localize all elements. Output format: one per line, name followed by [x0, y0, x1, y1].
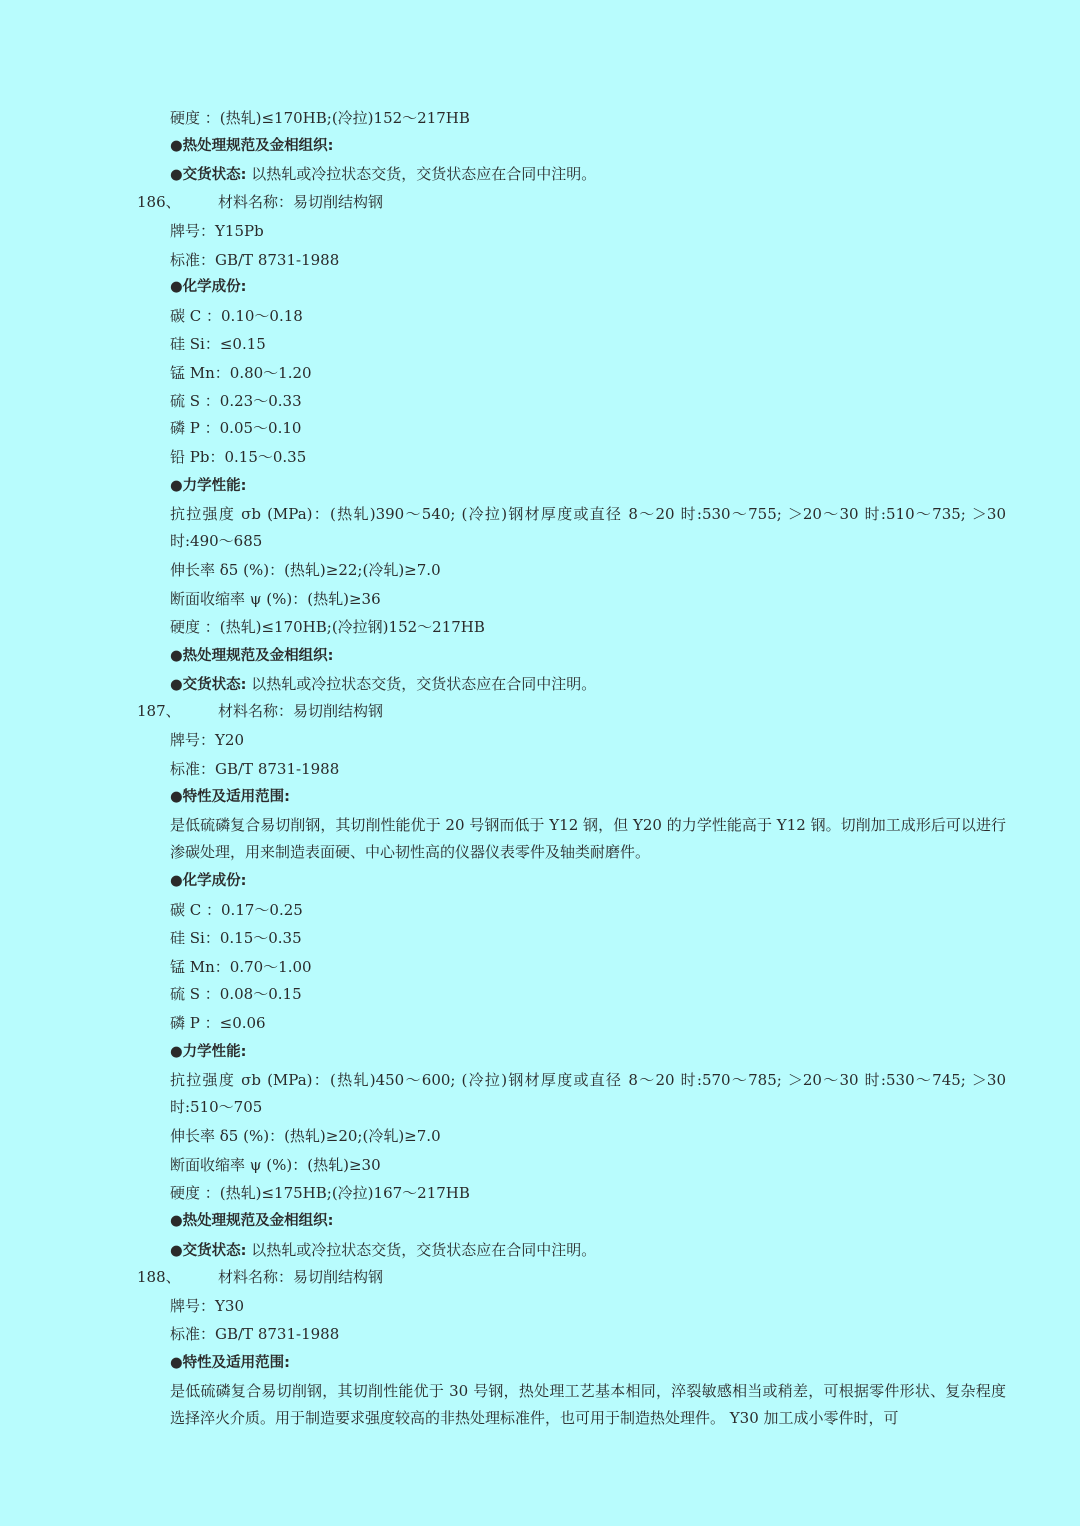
delivery-text: 以热轧或冷拉状态交货，交货状态应在合同中注明。 — [251, 675, 597, 693]
mechanical-heading: ●力学性能: — [170, 1044, 247, 1060]
tensile-strength: 抗拉强度 σb (MPa)：(热轧)450～600; (冷拉)钢材厚度或直径 8～20 时:570～785; ＞20～30 时:530～745; ＞30 时:510～705 — [170, 1071, 1006, 1116]
heat-treatment-heading: ●热处理规范及金相组织: — [170, 138, 334, 154]
usage-heading: ●特性及适用范围: — [170, 1355, 290, 1371]
mechanical-heading: ●力学性能: — [170, 478, 247, 494]
usage-text: 是低硫磷复合易切削钢，其切削性能优于 30 号钢，热处理工艺基本相同，淬裂敏感相当或稍差，可根据零件形状、复杂程度选择淬火介质。用于制造要求强度较高的非热处理标准件，也可用于制造热处理件。 Y30 加工成小零件时，可 — [170, 1382, 1006, 1427]
area-reduction: 断面收缩率 ψ (%)：(热轧)≥36 — [170, 590, 381, 608]
chem-silicon: 硅 Si：≤0.15 — [170, 335, 266, 353]
delivery-heading: ●交货状态: — [170, 1243, 247, 1259]
delivery-line — [170, 164, 596, 185]
delivery-text: 以热轧或冷拉状态交货，交货状态应在合同中注明。 — [251, 1241, 597, 1259]
hardness-line: 硬度 ：(热轧)≤170HB;(冷拉)152～217HB — [170, 109, 470, 127]
hardness-line: 硬度 ：(热轧)≤175HB;(冷拉)167～217HB — [170, 1184, 470, 1202]
chem-carbon: 碳 C ：0.10～0.18 — [170, 307, 303, 325]
chemical-heading: ●化学成份: — [170, 873, 247, 889]
delivery-heading: ●交货状态: — [170, 167, 247, 183]
area-reduction: 断面收缩率 ψ (%)：(热轧)≥30 — [170, 1156, 381, 1174]
usage-heading: ●特性及适用范围: — [170, 789, 290, 805]
elongation: 伸长率 δ5 (%)：(热轧)≥22;(冷轧)≥7.0 — [170, 561, 441, 579]
delivery-text: 以热轧或冷拉状态交货，交货状态应在合同中注明。 — [251, 165, 597, 183]
chem-phosphorus: 磷 P ：0.05～0.10 — [170, 419, 302, 437]
grade-line: 牌号：Y15Pb — [170, 222, 264, 240]
heat-treatment-heading: ●热处理规范及金相组织: — [170, 648, 334, 664]
chem-manganese: 锰 Mn：0.70～1.00 — [170, 958, 312, 976]
chem-silicon: 硅 Si：0.15～0.35 — [170, 929, 302, 947]
grade-line: 牌号：Y20 — [170, 731, 244, 749]
chem-sulfur: 硫 S ：0.08～0.15 — [170, 985, 302, 1003]
standard-line: 标准：GB/T 8731-1988 — [170, 760, 340, 778]
material-name: 材料名称：易切削结构钢 — [218, 193, 384, 211]
grade-line: 牌号：Y30 — [170, 1297, 244, 1315]
chem-sulfur: 硫 S ：0.23～0.33 — [170, 392, 302, 410]
entry-number: 186、 — [137, 193, 181, 211]
entry-number: 187、 — [137, 702, 181, 720]
delivery-heading: ●交货状态: — [170, 677, 247, 693]
material-name: 材料名称：易切削结构钢 — [218, 702, 384, 720]
tensile-strength: 抗拉强度 σb (MPa)：(热轧)390～540; (冷拉)钢材厚度或直径 8～20 时:530～755; ＞20～30 时:510～735; ＞30 时:490～685 — [170, 505, 1006, 550]
chem-manganese: 锰 Mn：0.80～1.20 — [170, 364, 312, 382]
usage-text: 是低硫磷复合易切削钢，其切削性能优于 20 号钢而低于 Y12 钢，但 Y20 的力学性能高于 Y12 钢。切削加工成形后可以进行渗碳处理，用来制造表面硬、中心韧性高的仪器仪表零件及轴类耐磨件。 — [170, 816, 1006, 861]
delivery-line — [170, 674, 596, 695]
elongation: 伸长率 δ5 (%)：(热轧)≥20;(冷轧)≥7.0 — [170, 1127, 441, 1145]
entry-number: 188、 — [137, 1268, 181, 1286]
heat-treatment-heading: ●热处理规范及金相组织: — [170, 1213, 334, 1229]
chem-carbon: 碳 C ：0.17～0.25 — [170, 901, 303, 919]
material-name: 材料名称：易切削结构钢 — [218, 1268, 384, 1286]
standard-line: 标准：GB/T 8731-1988 — [170, 251, 340, 269]
delivery-line — [170, 1240, 596, 1261]
chem-lead: 铅 Pb：0.15～0.35 — [170, 448, 307, 466]
chemical-heading: ●化学成份: — [170, 279, 247, 295]
hardness-line: 硬度 ：(热轧)≤170HB;(冷拉钢)152～217HB — [170, 618, 485, 636]
standard-line: 标准：GB/T 8731-1988 — [170, 1325, 340, 1343]
chem-phosphorus: 磷 P ：≤0.06 — [170, 1014, 266, 1032]
